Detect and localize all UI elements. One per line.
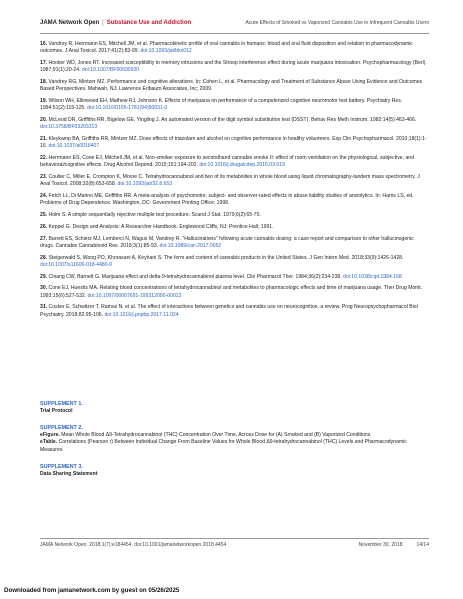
reference-text: Holm S. A simple sequentially rejective multiple test procedure. Scand J Stat. 1979;6(2):65-70. bbox=[48, 212, 261, 218]
supplement-line bbox=[40, 432, 429, 439]
reference-item bbox=[40, 304, 429, 318]
supplement-item-title: Data Sharing Statement bbox=[40, 470, 98, 477]
supplement-line bbox=[40, 439, 429, 453]
reference-doi-link[interactable]: doi:10.1007/BF00690920 bbox=[81, 67, 140, 74]
header-separator: | bbox=[102, 20, 104, 26]
reference-item bbox=[40, 212, 429, 219]
reference-item bbox=[40, 224, 429, 231]
reference-text: Herrmann ES, Cone EJ, Mitchell JM, et al. Non-smoker exposure to secondhand cannabis smoke II: effect of room ventilation on the physiological, subjective, and behavioral/cognitive effects. Drug Alcohol Depend. 2015;151:194-202. bbox=[40, 155, 414, 169]
reference-item bbox=[40, 255, 429, 269]
supplement-block bbox=[40, 400, 429, 415]
reference-number: 29. bbox=[40, 273, 48, 280]
reference-number: 20. bbox=[40, 117, 48, 123]
reference-text: Hooker WD, Jones RT. Increased susceptibility to memory intrusions and the Stroop interference effect during acute marijuana intoxication. Psychopharmacology (Berl). 1987;91(1):20-24. bbox=[40, 60, 427, 74]
page-number: 14/14 bbox=[416, 542, 429, 548]
supplement-heading-link[interactable]: SUPPLEMENT 1. bbox=[40, 401, 83, 407]
reference-doi-link[interactable]: doi:10.1038/clpt.1984.168 bbox=[343, 273, 402, 280]
supplement-heading-link[interactable]: SUPPLEMENT 3. bbox=[40, 463, 83, 470]
download-note: Downloaded from jamanetwork.com by guest on 05/26/2025 bbox=[4, 587, 180, 594]
reference-item bbox=[40, 136, 429, 150]
reference-item bbox=[40, 60, 429, 74]
reference-item bbox=[40, 117, 429, 131]
reference-doi-link[interactable]: doi:10.1089/can.2017.0052 bbox=[159, 242, 222, 249]
reference-number: 21. bbox=[40, 136, 48, 142]
reference-doi-link[interactable]: doi:10.1093/jat/bkx012 bbox=[140, 48, 192, 55]
reference-number: 30. bbox=[40, 285, 48, 292]
supplement-heading-link[interactable]: SUPPLEMENT 2. bbox=[40, 425, 83, 432]
reference-item bbox=[40, 174, 429, 188]
supplement-line bbox=[40, 408, 429, 415]
supplements-section bbox=[40, 400, 429, 487]
reference-text: Coulter C, Miller E, Crompton K, Moore C. Tetrahydrocannabinol and two of its metabolites in whole blood using liquid chromatography-tandem mass spectrometry. J Anal Toxicol. 2008;32(8):653-658. bbox=[40, 174, 420, 188]
reference-item bbox=[40, 285, 429, 299]
reference-text: Cosker E, Schwitzer T, Ramoz N, et al. The effect of interactions between genetics and cannabis use on neurocognition. a review. Prog Neuropsychopharmacol Biol Psychiatry. 2018;82:95-106. bbox=[40, 304, 418, 318]
footer-date: November 30, 2018 bbox=[358, 542, 403, 548]
reference-number: 22. bbox=[40, 155, 48, 161]
reference-list bbox=[40, 41, 429, 323]
supplement-item-title: Trial Protocol bbox=[40, 408, 73, 414]
supplement-block bbox=[40, 463, 429, 478]
section-name: Substance Use and Addiction bbox=[106, 20, 192, 26]
reference-text: Steigerwald S, Wong PO, Khorasani A, Keyhani S. The form and content of cannabis products in the United States. J Gen Intern Med. 2018;33(9):1426-1428. bbox=[48, 254, 404, 261]
reference-number: 26. bbox=[40, 223, 48, 230]
supplement-item-text: Mean Whole Blood Δ9-Tetrahydrocannabinol (THC) Concentration Over Time, Across Dose for (A) Smoked and (B) Vaporized Conditions bbox=[59, 432, 371, 439]
supplement-item-text: Correlations (Pearson r) Between Individual Change From Baseline Values for Whole Blood Δ9-tetrahydrocannabinol (THC) Levels and Pharmacodynamic Measures bbox=[40, 439, 407, 453]
footer-citation: JAMA Network Open. 2018;1(7):e184454. doi:10.1001/jamanetworkopen.2018.4454 bbox=[40, 542, 227, 548]
supplement-item-title: eTable. bbox=[40, 439, 58, 446]
reference-number: 31. bbox=[40, 304, 48, 311]
supplement-line bbox=[40, 471, 429, 478]
reference-doi-link[interactable]: doi:10.3758/BF03203313 bbox=[40, 124, 98, 131]
reference-text: Wilson WH, Ellinwood EH, Mathew RJ, Johnson K. Effects of marijuana on performance of a computerized cognitive neuromotor test battery. Psychiatry Res. 1994;51(2):115-125. bbox=[40, 98, 403, 112]
reference-doi-link[interactable]: doi:10.1097/00007691-199312000-00013 bbox=[87, 292, 182, 299]
reference-doi-link[interactable]: doi:10.1016/j.drugalcdep.2015.03.019 bbox=[199, 162, 285, 169]
reference-doi-link[interactable]: doi:10.1016/0165-1781(94)90031-0 bbox=[87, 105, 168, 112]
reference-text: McLeod DR, Griffiths RR, Bigelow GE, Yingling J. An automated version of the digit symbol substitution test (DSST). Behav Res Meth Instrum. 1982;14(5):463-466. bbox=[48, 117, 417, 123]
reference-number: 28. bbox=[40, 254, 48, 261]
reference-number: 23. bbox=[40, 174, 48, 180]
journal-header bbox=[40, 20, 191, 26]
reference-doi-link[interactable]: doi:10.1016/j.pnpbp.2017.11.024 bbox=[104, 311, 179, 318]
reference-text: Chiang CW, Barnett G. Marijuana effect and delta-9-tetrahydrocannabinol plasma level. Clin Pharmacol Ther. 1984;36(2):234-238. bbox=[48, 273, 344, 280]
reference-number: 27. bbox=[40, 235, 48, 242]
reference-number: 17. bbox=[40, 60, 48, 66]
reference-doi-link[interactable]: doi:10.1093/jat/32.8.653 bbox=[117, 181, 173, 188]
reference-number: 19. bbox=[40, 98, 48, 104]
reference-text: Vandrey RG, Mintzer MZ. Performance and cognitive alterations. In: Cohen L, et al. Pharmacology and Treatment of Substance Abuse Using Evidence and Outcomes Based Perspectives. Mahwah, NJ: Lawrence Erlbaum Associates, Inc; 2009. bbox=[40, 79, 423, 93]
header-rule bbox=[40, 33, 429, 34]
reference-text: Cone EJ, Huestis MA. Relating blood concentrations of tetrahydrocannabinol and metabolites to pharmacologic effects and time of marijuana usage. Ther Drug Monit. 1993;15(6):527-532. bbox=[40, 285, 423, 299]
footer-right bbox=[345, 542, 429, 548]
reference-item bbox=[40, 79, 429, 93]
reference-item bbox=[40, 236, 429, 250]
reference-item bbox=[40, 193, 429, 207]
running-title: Acute Effects of Smoked vs Vaporized Cannabis Use in Infrequent Cannabis Users bbox=[245, 20, 429, 26]
reference-item bbox=[40, 274, 429, 281]
reference-item bbox=[40, 98, 429, 112]
page-footer bbox=[40, 542, 429, 548]
reference-number: 16. bbox=[40, 41, 48, 47]
page-header bbox=[40, 20, 429, 32]
journal-name: JAMA Network Open bbox=[40, 20, 100, 26]
footer-rule bbox=[40, 538, 429, 539]
reference-text: Fetch LL, Di Marino ME, Griffiths RR. A meta-analysis of psychomotor, subject- and observer-rated effects in abuse liability studies of anxiolytics. In: Harris LS, ed. Problems of Drug Dependence. Washington, DC: Government Printing Office; 1998. bbox=[40, 193, 414, 207]
reference-doi-link[interactable]: doi:10.1007/s11606-018-4480-0 bbox=[40, 261, 113, 268]
supplement-block bbox=[40, 424, 429, 454]
reference-number: 18. bbox=[40, 79, 48, 85]
reference-text: Vandrey R, Herrmann ES, Mitchell JM, et al. Pharmacokinetic profile of oral cannabis in humans: blood and oral fluid disposition and relation to pharmacodynamic outcomes. J Anal Toxicol. 2017;41(2):83-99. bbox=[40, 41, 413, 55]
reference-text: Kleykamp BA, Griffiths RR, Mintzer MZ. Dose effects of triazolam and alcohol on cognitive performance in healthy volunteers. Exp Clin Psychopharmacol. 2010;18(1):1-16. bbox=[40, 136, 427, 150]
reference-text: Barrett ES, Schierz MJ, Lemberci N, Wagus M, Vandrey R. "Hallucinations" following acute cannabis dosing: a case report and comparison to other hallucinogenic drugs. Cannabis Cannabinoid Res. 2018;3(1):85-93. bbox=[40, 235, 414, 249]
reference-item bbox=[40, 41, 429, 55]
reference-doi-link[interactable]: doi:10.1037/a0018407 bbox=[48, 143, 100, 150]
reference-item bbox=[40, 155, 429, 169]
reference-number: 25. bbox=[40, 212, 48, 218]
supplement-item-title: eFigure. bbox=[40, 432, 60, 439]
reference-number: 24. bbox=[40, 193, 48, 199]
reference-text: Keppel G. Design and Analysis: A Researcher Handbook. Englewood Cliffs, NJ: Prentice Hall; 1991. bbox=[48, 223, 274, 230]
